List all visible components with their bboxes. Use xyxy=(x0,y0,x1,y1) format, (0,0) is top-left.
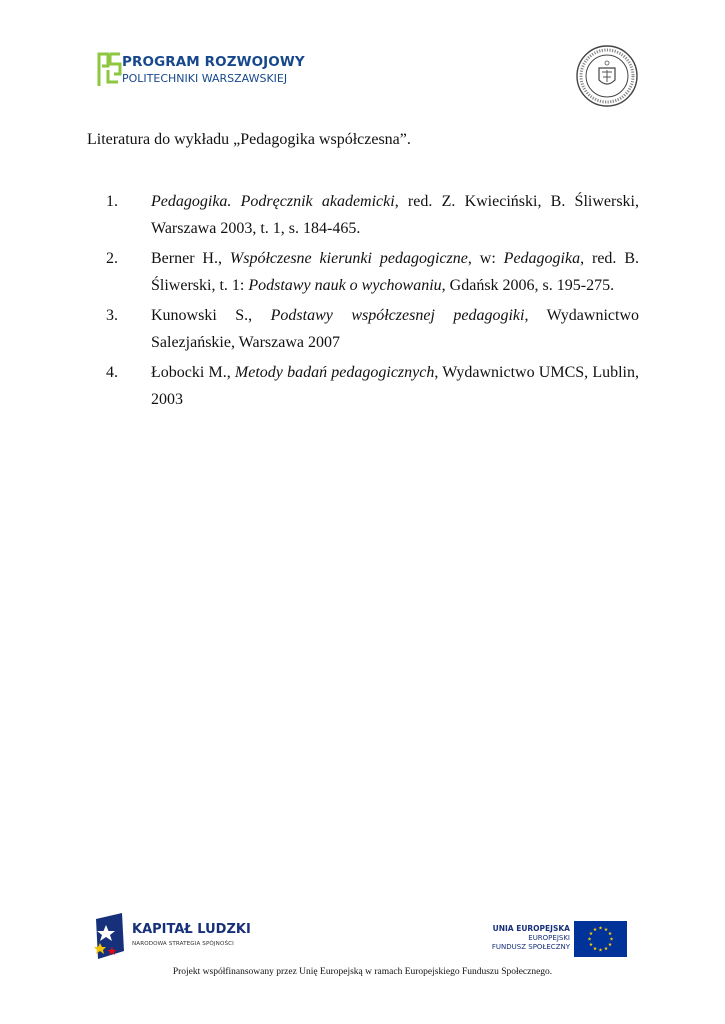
literature-heading: Literatura do wykładu „Pedagogika współczesna”. xyxy=(87,131,411,148)
eu-line-2: EUROPEJSKI xyxy=(528,934,570,942)
program-subtitle: POLITECHNIKI WARSZAWSKIEJ xyxy=(122,72,288,85)
reference-segment: Berner H., xyxy=(151,250,230,267)
politechnika-warszawska-seal-icon xyxy=(575,44,639,108)
reference-title: Współczesne kierunki pedagogiczne xyxy=(229,250,468,267)
reference-number: 3. xyxy=(106,307,118,324)
reference-text xyxy=(151,188,639,242)
reference-number: 4. xyxy=(106,364,118,381)
reference-segment: , Wydawnictwo Salezjańskie, Warszawa 2007 xyxy=(151,307,640,351)
reference-segment: , Gdańsk 2006, s. 195-275. xyxy=(441,277,615,294)
reference-text xyxy=(151,359,639,413)
reference-text xyxy=(151,302,639,356)
reference-segment: Łobocki M., xyxy=(151,364,235,381)
reference-title: Pedagogika. Podręcznik akademicki xyxy=(151,193,395,210)
reference-title: Podstawy współczesnej pedagogiki xyxy=(270,307,525,324)
eu-line-3: FUNDUSZ SPOŁECZNY xyxy=(491,943,570,951)
eu-fund-label xyxy=(466,924,570,952)
eu-flag-icon xyxy=(574,921,627,957)
kapital-ludzki-subtitle: NARODOWA STRATEGIA SPÓJNOŚCI xyxy=(132,941,234,947)
program-title: PROGRAM ROZWOJOWY xyxy=(122,54,305,70)
reference-number: 2. xyxy=(106,250,118,267)
reference-item xyxy=(87,245,639,299)
reference-list xyxy=(87,188,639,416)
reference-number: 1. xyxy=(106,193,118,210)
reference-title: Metody badań pedagogicznych xyxy=(234,364,435,381)
kapital-ludzki-logo xyxy=(92,911,252,961)
reference-item xyxy=(87,359,639,413)
reference-segment: , red. Z. Kwieciński, B. Śliwerski, Warszawa 2003, t. 1, s. 184-465. xyxy=(151,193,640,237)
kapital-ludzki-stars-icon xyxy=(92,911,128,961)
reference-title: Podstawy nauk o wychowaniu xyxy=(248,277,442,294)
reference-segment: Kunowski S., xyxy=(151,307,271,324)
reference-segment: , w: xyxy=(467,250,504,267)
reference-segment: , red. B. Śliwerski, t. 1: xyxy=(151,250,639,294)
kapital-ludzki-title: KAPITAŁ LUDZKI xyxy=(132,922,251,937)
program-rozwojowy-logo xyxy=(96,50,306,92)
reference-segment: , Wydawnictwo UMCS, Lublin, 2003 xyxy=(151,364,639,408)
reference-text xyxy=(151,245,639,299)
cofinancing-note: Projekt współfinansowany przez Unię Europejską w ramach Europejskiego Funduszu Społecznego. xyxy=(172,967,553,977)
reference-item xyxy=(87,188,639,242)
reference-title: Pedagogika xyxy=(503,250,581,267)
reference-item xyxy=(87,302,639,356)
eu-line-1: UNIA EUROPEJSKA xyxy=(492,924,570,933)
